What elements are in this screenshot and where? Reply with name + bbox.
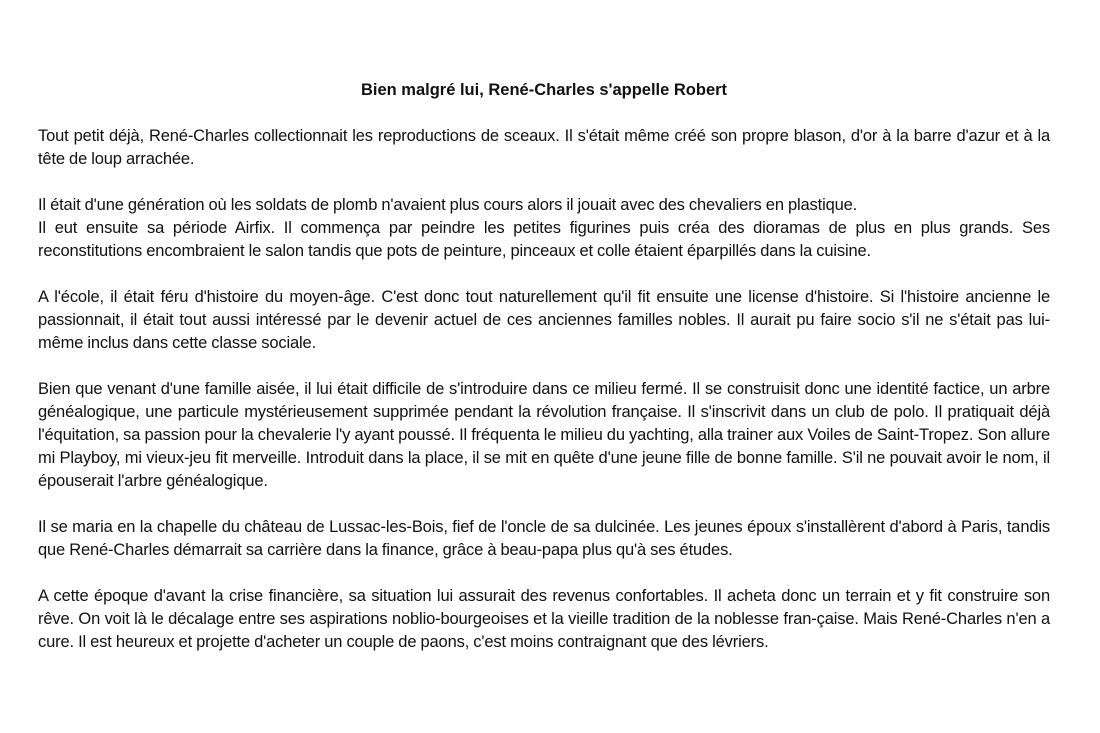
paragraph-line: Il se maria en la chapelle du château de Lussac-les-Bois, fief de l'oncle de sa dulcinée. Les jeunes époux s'installèrent d'abord à Paris, tandis que René-Charles démarrait sa carrière dans la finance, grâce à beau-papa plus qu'à ses études.: [38, 518, 1050, 559]
paragraph-line: Bien que venant d'une famille aisée, il lui était difficile de s'introduire dans ce milieu fermé. Il se construisit donc une identité factice, un arbre généalogique, une particule mystérieusement supprimée pendant la révolution française. Il s'inscrivit dans un club de polo. Il pratiquait déjà l'équitation, sa passion pour la chevalerie l'y ayant poussé. Il fréquenta le milieu du yachting, alla trainer aux Voiles de Saint-Tropez. Son allure mi Playboy, mi vieux-jeu fit merveille. Introduit dans la place, il se mit en quête d'une jeune fille de bonne famille. S'il ne pouvait avoir le nom, il épouserait l'arbre généalogique.: [38, 380, 1050, 490]
paragraph-house: [38, 585, 1050, 654]
paragraph-childhood: [38, 125, 1050, 171]
paragraph-identity: [38, 378, 1050, 493]
document: [38, 79, 1050, 677]
paragraph-line: Il était d'une génération où les soldats de plomb n'avaient plus cours alors il jouait avec des chevaliers en plastique.: [38, 196, 858, 214]
document-title: Bien malgré lui, René-Charles s'appelle Robert: [360, 81, 728, 99]
paragraph-marriage: [38, 516, 1050, 562]
paragraph-line: A cette époque d'avant la crise financière, sa situation lui assurait des revenus confortables. Il acheta donc un terrain et y fit construire son rêve. On voit là le décalage entre ses aspirations noblio-bourgeoises et la vieille tradition de la noblesse fran-çaise. Mais René-Charles n'en a cure. Il est heureux et projette d'acheter un couple de paons, c'est moins contraignant que des lévriers.: [38, 587, 1050, 651]
paragraph-school: [38, 286, 1050, 355]
paragraph-line: Il eut ensuite sa période Airfix. Il commença par peindre les petites figurines puis créa des dioramas de plus en plus grands. Ses reconstitutions encombraient le salon tandis que pots de peinture, pinceaux et colle étaient éparpillés dans la cuisine.: [38, 219, 1050, 260]
paragraph-toy-soldiers: [38, 194, 1050, 263]
paragraph-line: Tout petit déjà, René-Charles collectionnait les reproductions de sceaux. Il s'était même créé son propre blason, d'or à la barre d'azur et à la tête de loup arrachée.: [38, 127, 1050, 168]
paragraph-line: A l'école, il était féru d'histoire du moyen-âge. C'est donc tout naturellement qu'il fit ensuite une license d'histoire. Si l'histoire ancienne le passionnait, il était tout aussi intéressé par le devenir actuel de ces anciennes familles nobles. Il aurait pu faire socio s'il ne s'était pas lui-même inclus dans cette classe sociale.: [38, 288, 1050, 352]
